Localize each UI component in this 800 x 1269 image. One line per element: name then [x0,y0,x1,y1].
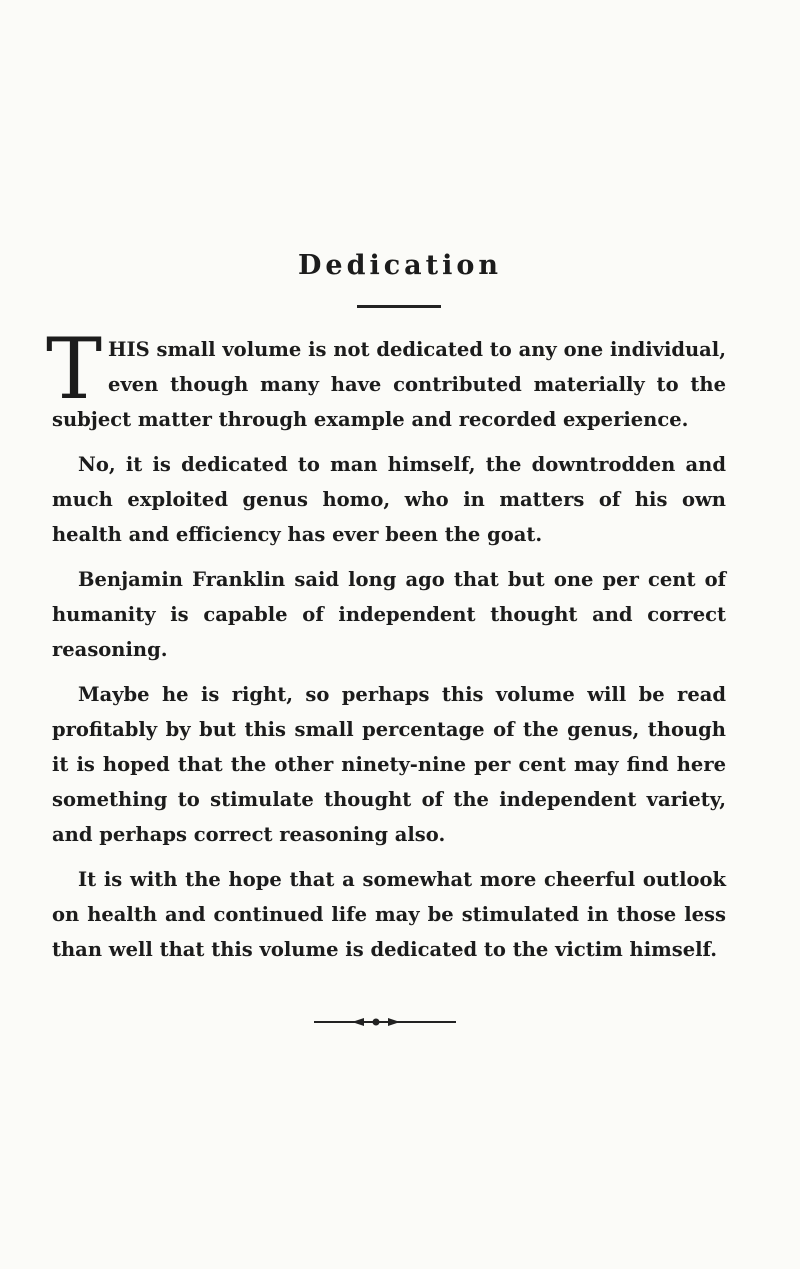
paragraph-2: No, it is dedicated to man himself, the downtrodden and much exploited genus homo, who in matters of his own health and efficiency has ever been the goat. [52,453,726,546]
paragraph-4: Maybe he is right, so perhaps this volume will be read profitably by but this small percentage of the genus, though it is hoped that the other ninety-nine per cent may find here something to stimulate thought of the independent variety, and perhaps correct reasoning also. [52,683,726,846]
paragraph-1-text: HIS small volume is not dedicated to any one individual, even though many have contributed materially to the subject matter through example and recorded experience. [52,338,726,431]
end-ornament-icon [314,1016,456,1028]
paragraph-5: It is with the hope that a somewhat more cheerful outlook on health and continued life may be stimulated in those less than well that this volume is dedicated to the victim himself. [52,868,726,961]
page-title: Dedication [297,250,503,281]
paragraph-1 [46,320,726,437]
title-underline-rule [357,305,441,308]
drop-cap-letter: T [46,320,103,418]
dedication-body [46,320,726,977]
paragraph-3: Benjamin Franklin said long ago that but one per cent of humanity is capable of independent thought and correct reasoning. [52,568,726,661]
